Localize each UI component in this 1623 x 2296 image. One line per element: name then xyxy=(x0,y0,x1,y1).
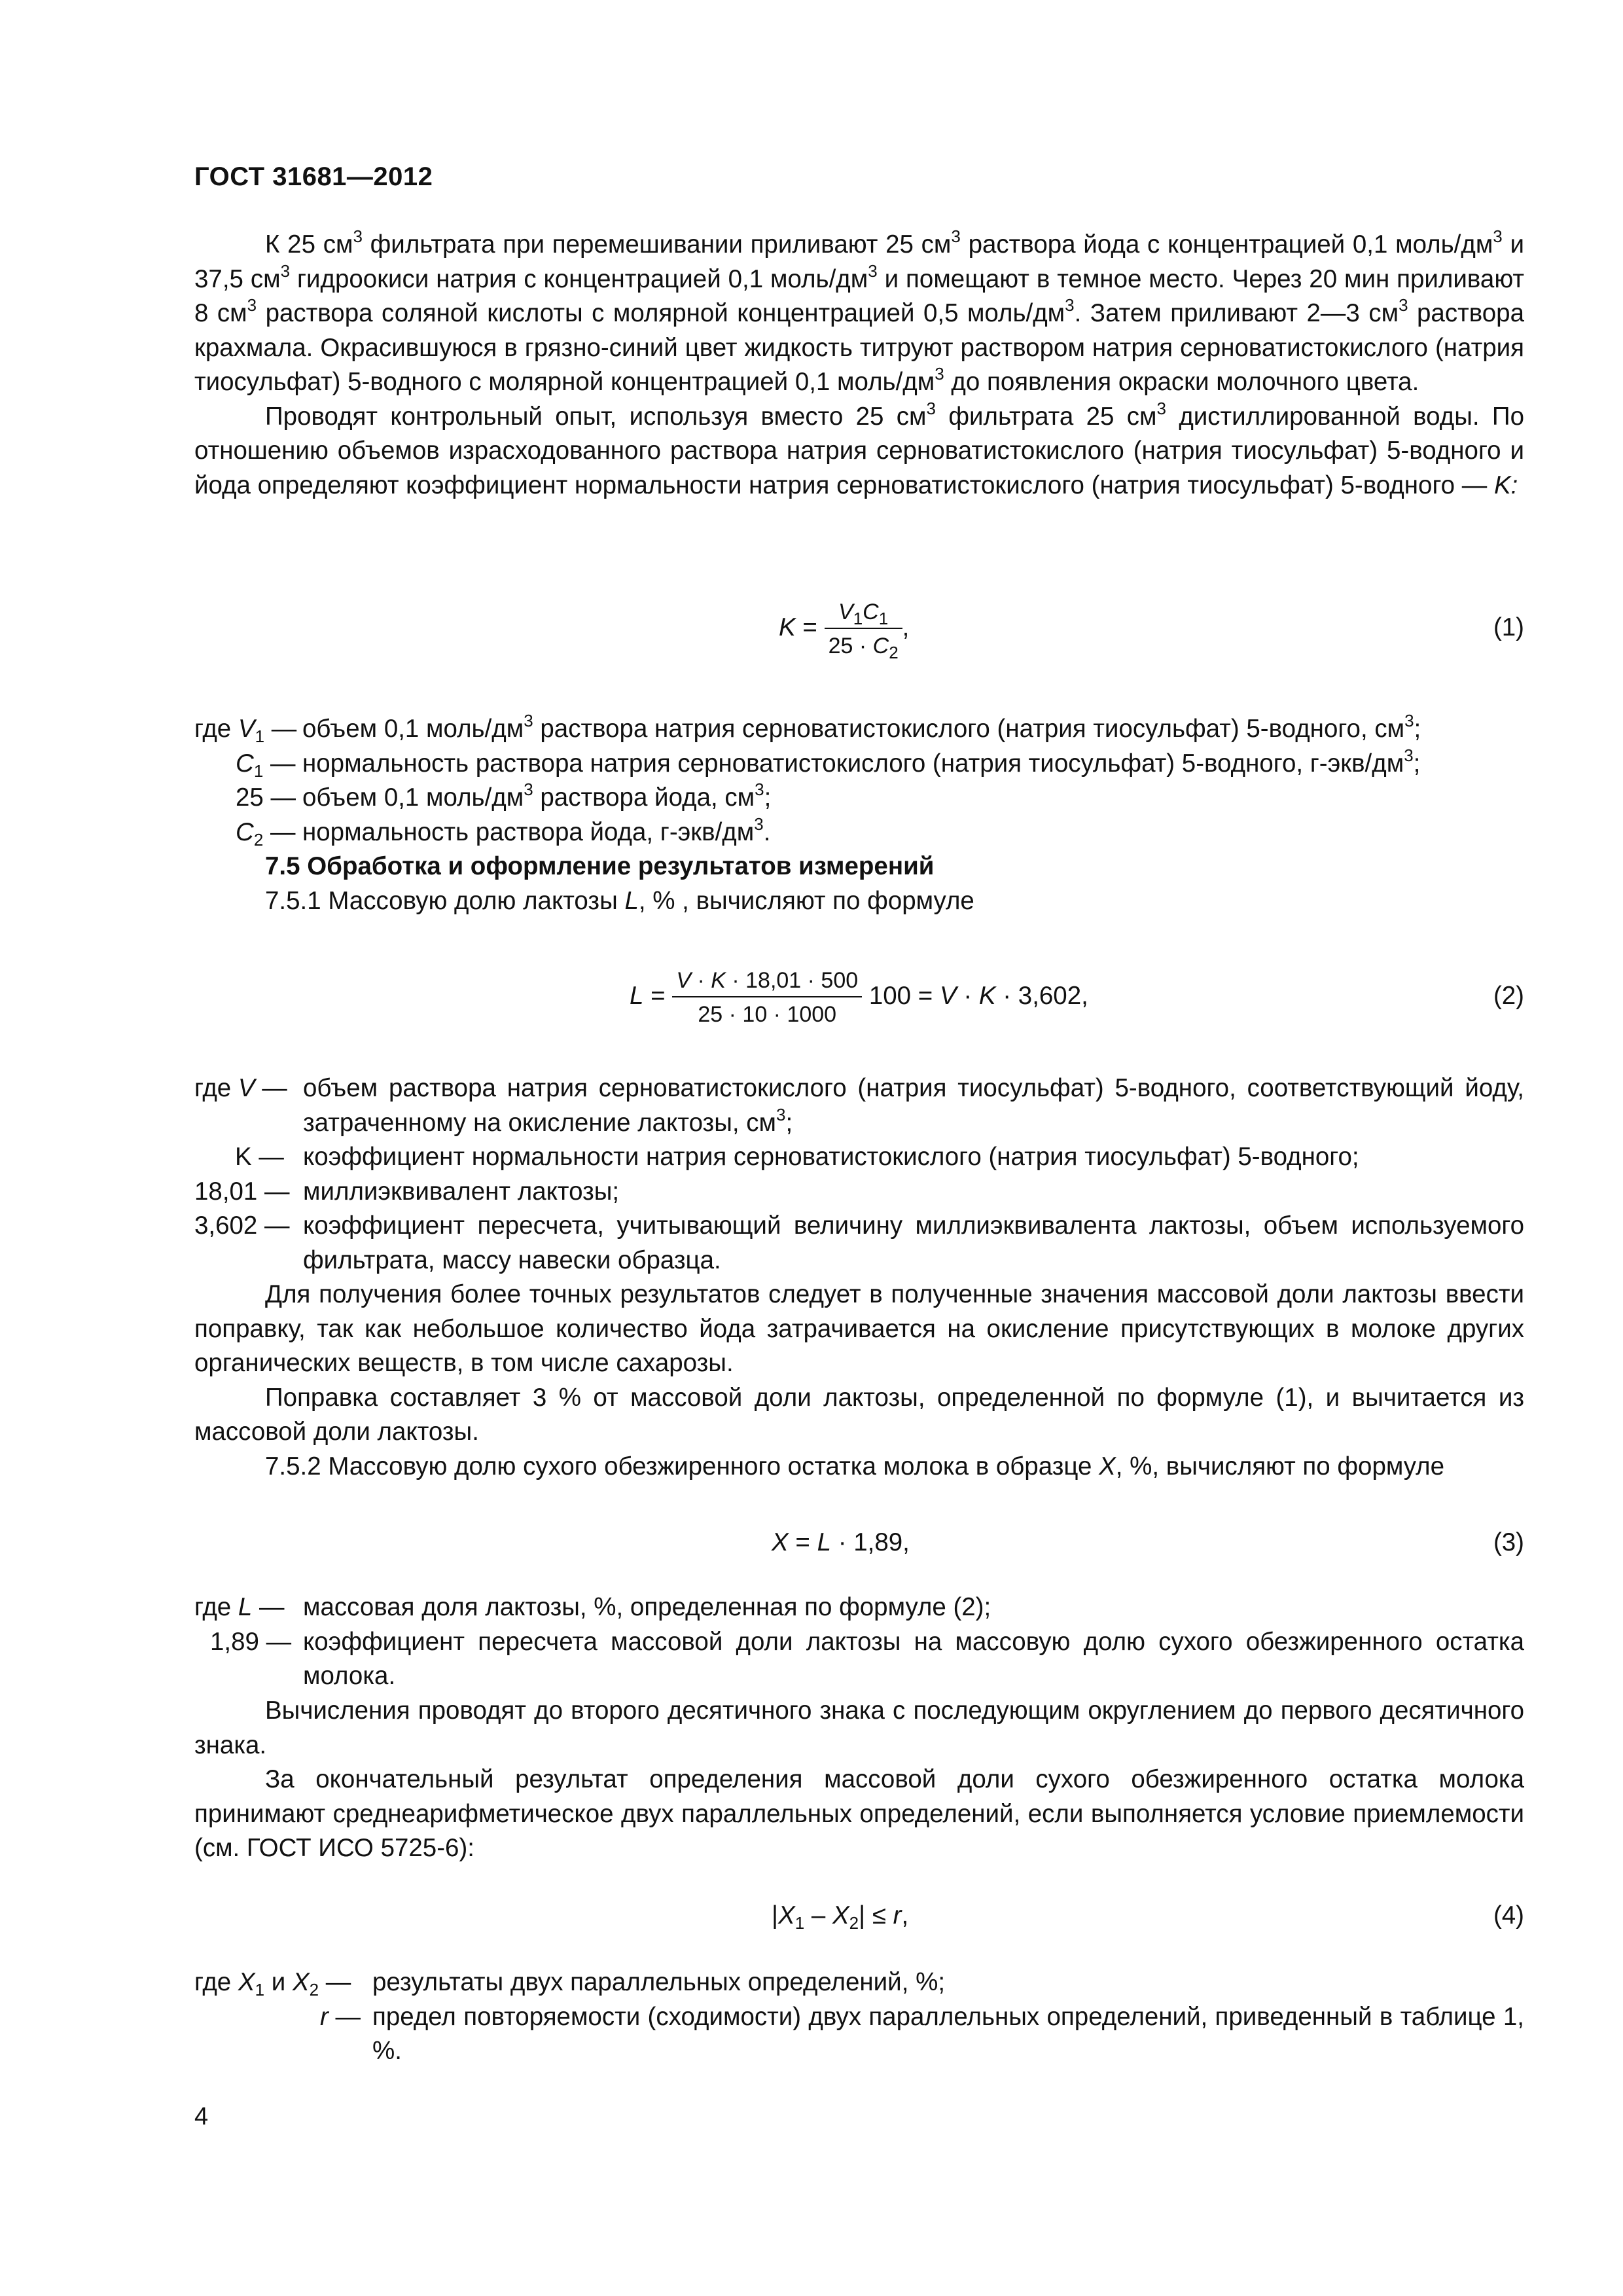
formula-2-number: (2) xyxy=(1493,982,1524,1010)
formula-2 xyxy=(194,967,1524,1039)
paragraph: Вычисления проводят до второго десятичного знака с последующим округлением до первого десятичного знака. xyxy=(194,1696,1524,1759)
legend-label: $C_1$ — xyxy=(236,749,296,781)
legend-2 xyxy=(194,1071,1524,1278)
legend-row xyxy=(194,747,1524,781)
formula-3 xyxy=(194,1528,1524,1568)
legend-row xyxy=(194,712,1524,747)
legend-text: коэффициент пересчета, учитывающий величину миллиэквивалента лактозы, объем используемого фильтрата, массу навески образца. xyxy=(303,1211,1524,1274)
legend-label: 1,89 — xyxy=(210,1627,292,1656)
legend-text: результаты двух параллельных определений, %; xyxy=(372,1968,946,1996)
legend-1 xyxy=(194,712,1524,850)
legend-row xyxy=(194,781,1524,816)
legend-row xyxy=(194,1590,1524,1625)
legend-4 xyxy=(194,1965,1524,2069)
paragraph: Для получения более точных результатов следует в полученные значения массовой доли лактозы ввести поправку, так как небольшое количество йода затрачивается на окисление присутствующих в молоке других органических веществ, в том числе сахарозы. xyxy=(194,1280,1524,1377)
formula-3-expression: X = L · 1,89, xyxy=(772,1528,910,1556)
legend-row xyxy=(194,1965,1524,2000)
formula-2-expression xyxy=(630,967,1088,1028)
legend-row xyxy=(194,816,1524,850)
legend-text: коэффициент нормальности натрия серноватистокислого (натрия тиосульфат) 5-водного; xyxy=(303,1143,1359,1171)
legend-text: массовая доля лактозы, %, определенная по формуле (2); xyxy=(303,1593,991,1621)
text-block-b xyxy=(194,1278,1524,1484)
section-heading: 7.5 Обработка и оформление результатов измерений xyxy=(265,852,935,880)
paragraph: За окончательный результат определения массовой доли сухого обезжиренного остатка молока принимают среднеарифметическое двух параллельных определений, если выполняется условие приемлемости (см. ГОСТ ИСО 5725-6): xyxy=(194,1765,1524,1862)
page-number: 4 xyxy=(194,2103,209,2130)
legend-row xyxy=(194,1071,1524,1140)
formula-1-expression xyxy=(779,599,910,662)
legend-row xyxy=(194,2000,1524,2069)
formula-2-fraction xyxy=(672,967,862,1028)
paragraph: К 25 $см^3$ фильтрата при перемешивании приливают 25 $см^3$ раствора йода с концентрацией 0,1 моль/$дм^3$ и 37,5 $см^3$ гидроокиси натрия с концентрацией 0,1 моль/$дм^3$ и помещают в темное место. Через 20 мин приливают 8 $см^3$ раствора соляной кислоты с молярной концентрацией 0,5 моль/$дм^3$. Затем приливают 2—3 $см^3$ раствора крахмала. Окрасившуюся в грязно-синий цвет жидкость титруют раствором натрия серноватистокислого (натрия тиосульфат) 5-водного с молярной концентрацией 0,1 моль/$дм^3$ до появления окраски молочного цвета. xyxy=(194,226,1524,396)
formula-1-numerator: $V_1C_1$ xyxy=(825,599,902,629)
legend-label: r — xyxy=(320,2002,361,2031)
paragraph: Проводят контрольный опыт, используя вместо 25 $см^3$ фильтрата 25 $см^3$ дистиллированной воды. По отношению объемов израсходованного раствора натрия серноватистокислого (натрия тиосульфат) 5-водного и йода определяют коэффициент нормальности натрия серноватистокислого (натрия тиосульфат) 5-водного — K: xyxy=(194,398,1525,499)
text-block-a xyxy=(194,228,1524,503)
legend-label: где V — xyxy=(194,1074,287,1102)
formula-2-lhs: L = xyxy=(630,982,666,1011)
legend-row xyxy=(194,1625,1524,1694)
formula-1-number: (1) xyxy=(1493,613,1524,641)
text-block-c xyxy=(194,1694,1524,1866)
legend-text: объем 0,1 моль/$дм^3$ раствора йода, $см^3$; xyxy=(302,779,772,812)
legend-label: 3,602 — xyxy=(194,1211,290,1240)
legend-text: миллиэквивалент лактозы; xyxy=(303,1177,620,1206)
paragraph: 7.5.2 Массовую долю сухого обезжиренного остатка молока в образце X, %, вычисляют по формуле xyxy=(265,1452,1445,1480)
paragraph: Поправка составляет 3 % от массовой доли лактозы, определенной по формуле (1), и вычитается из массовой доли лактозы. xyxy=(194,1383,1524,1446)
formula-1-tail: , xyxy=(902,613,910,642)
formula-3-number: (3) xyxy=(1493,1528,1524,1556)
formula-4-expression: $|X_1 - X_2| \le r$, xyxy=(772,1901,909,1933)
formula-2-denominator: 25 · 10 · 1000 xyxy=(698,1002,837,1027)
legend-text: предел повторяемости (сходимости) двух параллельных определений, приведенный в таблице 1, %. xyxy=(372,2002,1524,2065)
formula-2-tail: 100 = V · K · 3,602, xyxy=(868,982,1088,1011)
document-header: ГОСТ 31681—2012 xyxy=(194,162,433,191)
legend-label: где $V_1$ — xyxy=(194,715,297,746)
legend-row xyxy=(194,1140,1524,1175)
formula-4-number: (4) xyxy=(1493,1901,1524,1929)
legend-label: 25 — xyxy=(236,783,296,812)
legend-row xyxy=(194,1209,1524,1278)
legend-label: где $X_1$ и $X_2$ — xyxy=(194,1968,351,2000)
legend-text: коэффициент пересчета массовой доли лактозы на массовую долю сухого обезжиренного остатка молока. xyxy=(303,1627,1524,1690)
formula-1 xyxy=(194,599,1524,671)
legend-row xyxy=(194,1175,1524,1210)
formula-4 xyxy=(194,1901,1524,1941)
legend-text: нормальность раствора натрия серноватистокислого (натрия тиосульфат) 5-водного, $г-экв/дм^3$; xyxy=(302,745,1421,778)
legend-label: 18,01 — xyxy=(194,1177,290,1206)
formula-2-numerator: V · K · 18,01 · 500 xyxy=(672,967,862,997)
legend-text: нормальность раствора йода, $г-экв/дм^3$. xyxy=(302,814,771,846)
legend-3 xyxy=(194,1590,1524,1694)
section-7-5 xyxy=(194,850,1524,918)
legend-label: K — xyxy=(235,1143,284,1171)
legend-label: $C_2$ — xyxy=(236,817,296,850)
formula-1-fraction xyxy=(825,599,902,662)
formula-1-lhs: K = xyxy=(779,613,817,642)
paragraph: 7.5.1 Массовую долю лактозы L, % , вычисляют по формуле xyxy=(265,886,974,915)
formula-1-denominator: $25 \cdot C_2$ xyxy=(828,634,899,662)
legend-text: объем раствора натрия серноватистокислого (натрия тиосульфат) 5-водного, соответствующий йоду, затраченному на окисление лактозы, $см^3$; xyxy=(303,1074,1524,1137)
legend-label: где L — xyxy=(194,1593,285,1621)
legend-text: объем 0,1 моль/$дм^3$ раствора натрия серноватистокислого (натрия тиосульфат) 5-водного, $см^3$; xyxy=(302,710,1421,743)
